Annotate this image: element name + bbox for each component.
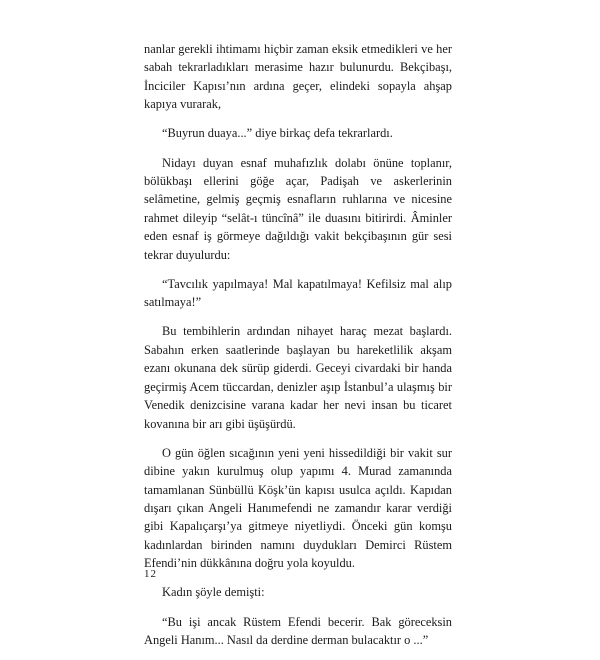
paragraph: O gün öğlen sıcağının yeni yeni hissedildiği bir vakit sur dibine yakın kurulmuş olup yapımı 4. Murad zamanında tamamlanan Sünbüllü Köşk’ün kapısı usulca açıldı. Kapıdan dışarı çıkan Angeli Hanımefendi ne zamandır karar verdiği gibi Kapalıçarşı’ya gitmeye niyetliydi. Önceki gün komşu kadınlardan birinden namını duydukları Demirci Rüstem Efendi’nin dükkânına doğru yola koyuldu. xyxy=(144,445,452,571)
paragraph: Bu tembihlerin ardından nihayet haraç mezat başlardı. Sabahın erken saatlerinde başlayan bu hareketlilik akşam ezanı okunana dek sürüp giderdi. Geceyi civardaki bir handa geçirmiş Acem tüccardan, denizler aşıp İstanbul’a ulaşmış bir Venedik denizcisine varana kadar her nevi insan bu ticaret kovanına bir arı gibi üşüşürdü. xyxy=(144,324,452,431)
paragraph: “Buyrun duaya...” diye birkaç defa tekrarlardı. xyxy=(162,126,393,141)
paragraph: “Tavcılık yapılmaya! Mal kapatılmaya! Kefilsiz mal alıp satılmaya!” xyxy=(144,276,452,310)
paragraph: Nidayı duyan esnaf muhafızlık dolabı önüne toplanır, bölükbaşı ellerini göğe açar, Padişah ve askerlerinin selâmetine, gelmiş geçmiş esnafların ruhlarına ve nicesine rahmet dileyip “selât-ı tüncînâ” ile duasını bitirirdi. Âminler eden esnaf iş görmeye dağıldığı vakit bekçibaşının gür sesi tekrar duyulurdu: xyxy=(144,155,452,262)
body-text xyxy=(144,40,452,660)
page-number: 12 xyxy=(144,568,157,580)
paragraph: nanlar gerekli ihtimamı hiçbir zaman eksik etmedikleri ve her sabah tekrarladıkları merasime hazır bulunurdu. Bekçibaşı, İnciciler Kapısı’nın ardına geçer, elindeki sopayla ahşap kapıya vurarak, xyxy=(144,42,452,112)
paragraph: “Bu işi ancak Rüstem Efendi becerir. Bak göreceksin Angeli Hanım... Nasıl da derdine derman bulacaktır o ...” xyxy=(144,614,452,647)
paragraph: Kadın şöyle demişti: xyxy=(162,585,265,600)
